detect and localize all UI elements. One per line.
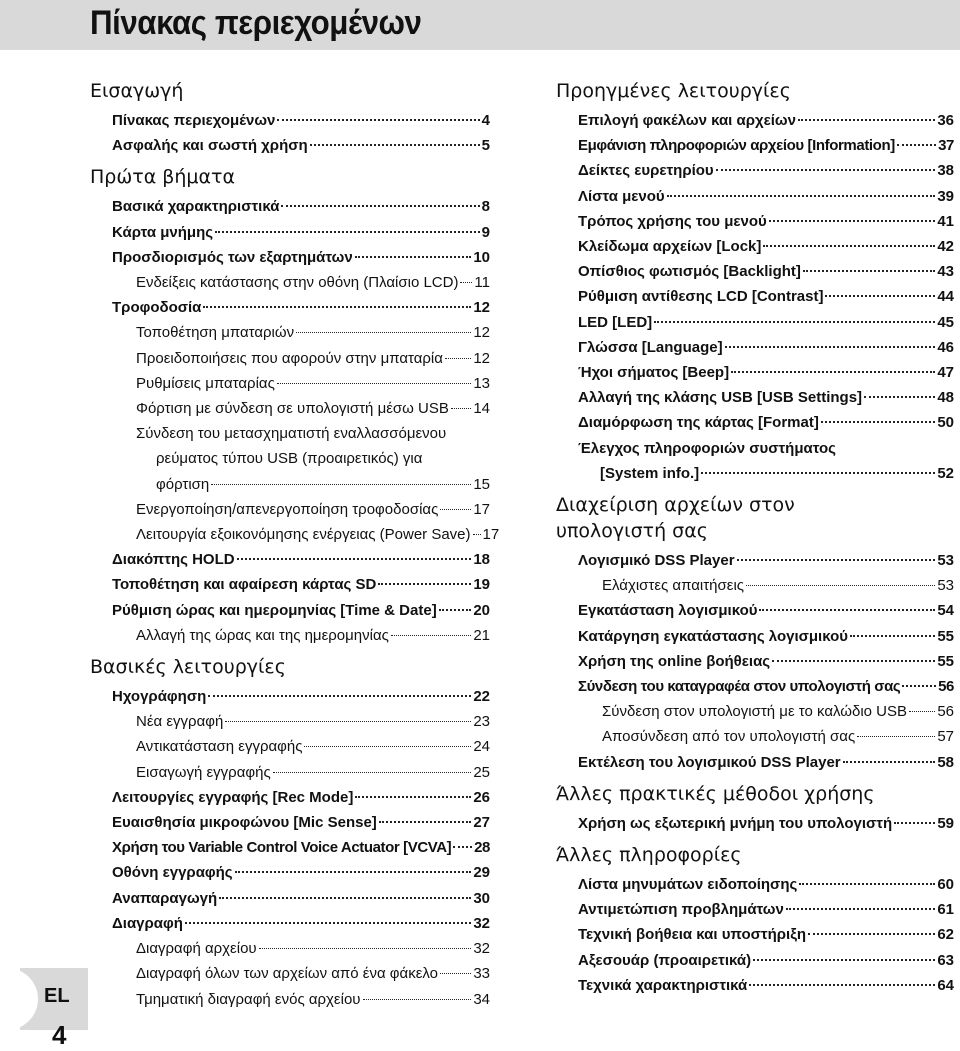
dot-leader [902, 685, 936, 687]
toc-entry[interactable] [556, 310, 954, 335]
toc-entry[interactable] [90, 133, 490, 158]
toc-entry-page: 12 [473, 324, 490, 342]
dot-leader [731, 371, 935, 373]
section-heading: Εισαγωγή [90, 80, 184, 102]
toc-entry[interactable] [556, 750, 954, 775]
dot-leader [749, 984, 935, 986]
toc-entry[interactable] [90, 911, 490, 936]
toc-entry-label: Κλείδωμα αρχείων [Lock] [578, 238, 762, 256]
toc-entry[interactable] [90, 194, 490, 219]
toc-entry-page: 64 [937, 976, 954, 994]
toc-subentry[interactable] [90, 936, 490, 961]
toc-entry-label: Δείκτες ευρετηρίου [578, 162, 714, 180]
toc-entry-page: 61 [937, 901, 954, 919]
toc-subentry[interactable] [90, 497, 490, 522]
dot-leader [208, 695, 471, 697]
toc-entry-page: 63 [937, 951, 954, 969]
dot-leader [310, 144, 480, 146]
toc-entry-label: Αλλαγή της κλάσης USB [USB Settings] [578, 389, 863, 407]
toc-entry-page: 11 [474, 274, 490, 292]
toc-entry[interactable] [556, 410, 954, 435]
toc-entry-page: 32 [473, 940, 490, 958]
toc-entry-page: 60 [937, 876, 954, 894]
toc-entry[interactable] [90, 598, 490, 623]
toc-entry-label: Χρήση ως εξωτερική μνήμη του υπολογιστή [578, 814, 893, 832]
toc-entry[interactable] [556, 548, 954, 573]
dot-leader [701, 472, 935, 474]
dot-leader [211, 484, 471, 485]
dot-leader [440, 973, 471, 974]
toc-entry-page: 18 [473, 551, 490, 569]
section-heading: Άλλες πρακτικές μέθοδοι χρήσης [556, 782, 875, 805]
toc-subentry[interactable] [90, 320, 490, 345]
toc-entry-label: Αποσύνδεση από τον υπολογιστή σας [602, 728, 856, 746]
toc-entry-page: 50 [937, 414, 954, 432]
toc-entry[interactable] [556, 674, 954, 699]
page-title: Πίνακας περιεχομένων [90, 4, 422, 42]
toc-entry-label: Τροφοδοσία [112, 299, 202, 317]
toc-subentry[interactable] [556, 724, 954, 749]
toc-entry-label: Χρήση του Variable Control Voice Actuator [VCVA] [112, 839, 452, 857]
dot-leader [725, 346, 936, 348]
toc-entry-page: 34 [473, 990, 490, 1008]
section-heading: Άλλες πληροφορίες [556, 844, 742, 867]
toc-entry-page: 4 [481, 112, 490, 129]
toc-entry-label: Κατάργηση εγκατάστασης λογισμικού [578, 627, 848, 645]
toc-entry-page: 10 [473, 248, 490, 266]
toc-entry-page: 56 [938, 678, 954, 696]
toc-entry-label: Αντικατάσταση εγγραφής [136, 738, 303, 756]
toc-entry-label: Διαγραφή [112, 914, 183, 932]
toc-entry-page: 38 [937, 162, 954, 180]
toc-entry-label: Λίστα μηνυμάτων ειδοποίησης [578, 876, 798, 894]
toc-entry-page: 42 [937, 238, 954, 256]
dot-leader [716, 169, 936, 171]
toc-entry-page: 46 [937, 338, 954, 356]
dot-leader [273, 772, 472, 773]
toc-entry-label: Προειδοποιήσεις που αφορούν στην μπαταρία [136, 349, 443, 367]
toc-entry-page: 17 [482, 526, 500, 544]
toc-entry[interactable] [90, 572, 490, 597]
dot-leader [440, 509, 471, 510]
section-heading: Πρώτα βήματα [90, 166, 236, 189]
toc-entry-label: Τεχνικά χαρακτηριστικά [578, 976, 748, 994]
toc-entry-label: Προσδιορισμός των εξαρτημάτων [112, 248, 353, 266]
toc-entry-label: Αντιμετώπιση προβλημάτων [578, 901, 784, 919]
dot-leader [391, 635, 471, 636]
toc-entry-page: 41 [937, 212, 954, 230]
section-heading: υπολογιστή σας [556, 520, 708, 543]
toc-entry-label: Βασικά χαρακτηριστικά [112, 198, 280, 216]
toc-entry[interactable] [556, 649, 954, 674]
toc-entry-label: Ενδείξεις κατάστασης στην οθόνη (Πλαίσιο LCD) [136, 274, 459, 292]
dot-leader [843, 761, 936, 763]
dot-leader [894, 822, 935, 824]
toc-entry-label: Τοποθέτηση μπαταριών [136, 324, 295, 342]
toc-entry-page: 57 [937, 728, 954, 746]
dot-leader [798, 119, 935, 121]
toc-entry[interactable] [90, 860, 490, 885]
toc-entry-page: 39 [937, 187, 954, 205]
toc-entry-page: 24 [473, 738, 490, 756]
language-tab-label: EL [44, 985, 70, 1007]
toc-entry-page: 23 [473, 713, 490, 731]
toc-entry-page: 33 [473, 965, 490, 983]
toc-subentry-line[interactable]: ρεύματος τύπου USB (προαιρετικός) για [156, 450, 423, 468]
toc-entry[interactable] [90, 295, 490, 320]
dot-leader [185, 922, 471, 924]
dot-leader [281, 205, 479, 207]
toc-entry-page: 29 [473, 864, 490, 882]
dot-leader [808, 933, 935, 935]
toc-entry[interactable] [90, 810, 490, 835]
toc-entry-label: Ρύθμιση ώρας και ημερομηνίας [Time & Date] [112, 601, 437, 619]
toc-column-left [90, 72, 500, 1012]
toc-entry-page: 62 [937, 926, 954, 944]
toc-entry-page: 19 [473, 576, 490, 594]
toc-entry[interactable] [556, 461, 954, 486]
dot-leader [654, 321, 935, 323]
toc-entry[interactable] [556, 922, 954, 947]
dot-leader [277, 383, 472, 384]
toc-entry[interactable] [556, 811, 954, 836]
toc-entry-page: 12 [473, 299, 490, 317]
toc-subentry[interactable] [90, 522, 500, 547]
dot-leader [363, 999, 472, 1000]
toc-entry-label: Τεχνική βοήθεια και υποστήριξη [578, 926, 807, 944]
toc-column-right [556, 72, 954, 998]
toc-entry-page: 58 [937, 753, 954, 771]
toc-subentry[interactable] [90, 623, 490, 648]
toc-entry[interactable] [556, 259, 954, 284]
toc-entry[interactable] [556, 948, 954, 973]
toc-entry[interactable] [556, 624, 954, 649]
toc-entry-label: Σύνδεση του καταγραφέα στον υπολογιστή σας [578, 678, 901, 696]
toc-entry-label: LED [LED] [578, 313, 653, 331]
page-number: 4 [52, 1020, 67, 1050]
toc-entry[interactable] [556, 284, 954, 309]
section-heading: Προηγμένες λειτουργίες [556, 80, 791, 102]
toc-entry-label: Ρύθμιση αντίθεσης LCD [Contrast] [578, 288, 824, 306]
dot-leader [259, 948, 472, 949]
toc-entry-page: 37 [938, 137, 954, 155]
toc-entry-label: Τοποθέτηση και αφαίρεση κάρτας SD [112, 576, 377, 594]
dot-leader [237, 558, 472, 560]
toc-entry[interactable] [556, 598, 954, 623]
toc-entry-page: 15 [473, 475, 490, 493]
toc-entry-label: Ευαισθησία μικροφώνου [Mic Sense] [112, 814, 377, 832]
toc-entry-label: Επιλογή φακέλων και αρχείων [578, 112, 796, 129]
toc-entry-label: Οπίσθιος φωτισμός [Backlight] [578, 263, 801, 281]
toc-entry-page: 12 [473, 349, 490, 367]
dot-leader [355, 256, 472, 258]
toc-entry[interactable] [556, 209, 954, 234]
dot-leader [667, 195, 936, 197]
toc-entry-page: 36 [937, 112, 954, 129]
dot-leader [378, 583, 471, 585]
toc-entry-line[interactable]: Έλεγχος πληροφοριών συστήματος [578, 439, 836, 457]
toc-entry[interactable] [90, 547, 490, 572]
dot-leader [897, 144, 936, 146]
toc-entry-label: Ασφαλής και σωστή χρήση [112, 137, 308, 155]
toc-subentry[interactable] [90, 760, 490, 785]
toc-subentry[interactable] [90, 371, 490, 396]
toc-entry-label: Λίστα μενού [578, 187, 665, 205]
toc-subentry[interactable] [90, 961, 490, 986]
dot-leader [909, 711, 935, 712]
toc-entry[interactable] [556, 184, 954, 209]
dot-leader [277, 119, 479, 121]
toc-entry[interactable] [556, 360, 954, 385]
toc-entry-page: 9 [481, 223, 490, 241]
toc-subentry[interactable] [90, 270, 490, 295]
toc-entry[interactable] [556, 108, 954, 133]
toc-entry-page: 53 [937, 552, 954, 570]
toc-entry-page: 5 [481, 137, 490, 155]
toc-entry-page: 32 [473, 914, 490, 932]
dot-leader [769, 220, 936, 222]
toc-entry-label: Σύνδεση στον υπολογιστή με το καλώδιο USB [602, 703, 908, 721]
toc-entry-label: Τμηματική διαγραφή ενός αρχείου [136, 990, 361, 1008]
toc-entry-page: 27 [473, 814, 490, 832]
toc-subentry[interactable] [90, 709, 490, 734]
toc-entry-label: Εκτέλεση του λογισμικού DSS Player [578, 753, 841, 771]
toc-entry-label: Λογισμικό DSS Player [578, 552, 735, 570]
toc-subentry[interactable] [90, 734, 490, 759]
toc-entry-label: Λειτουργίες εγγραφής [Rec Mode] [112, 788, 354, 806]
toc-entry-label: Πίνακας περιεχομένων [112, 112, 276, 129]
toc-entry-label: Ηχογράφηση [112, 688, 207, 706]
toc-entry-label: Νέα εγγραφή [136, 713, 224, 731]
toc-entry-label: Διαγραφή αρχείου [136, 940, 257, 958]
dot-leader [821, 421, 935, 423]
dot-leader [451, 408, 471, 409]
toc-entry-page: 45 [937, 313, 954, 331]
dot-leader [379, 821, 472, 823]
toc-entry-page: 55 [937, 652, 954, 670]
dot-leader [857, 736, 935, 737]
toc-subentry[interactable] [556, 699, 954, 724]
dot-leader [460, 282, 472, 283]
toc-entry-label: [System info.] [600, 464, 700, 482]
dot-leader [786, 908, 935, 910]
toc-entry-page: 22 [473, 688, 490, 706]
toc-entry[interactable] [556, 872, 954, 897]
toc-entry-page: 52 [937, 464, 954, 482]
dot-leader [864, 396, 935, 398]
toc-entry-page: 25 [473, 763, 490, 781]
toc-entry[interactable] [556, 158, 954, 183]
toc-entry-label: Διαγραφή όλων των αρχείων από ένα φάκελο [136, 965, 438, 983]
toc-entry-label: Ελάχιστες απαιτήσεις [602, 577, 745, 595]
dot-leader [737, 559, 936, 561]
toc-subentry[interactable] [556, 573, 954, 598]
toc-entry-page: 20 [473, 601, 490, 619]
toc-entry[interactable] [90, 108, 490, 133]
toc-subentry[interactable] [90, 472, 490, 497]
dot-leader [763, 245, 935, 247]
toc-subentry[interactable] [90, 987, 490, 1012]
toc-subentry[interactable] [90, 346, 490, 371]
dot-leader [215, 231, 480, 233]
toc-entry-page: 44 [937, 288, 954, 306]
toc-entry-label: Οθόνη εγγραφής [112, 864, 233, 882]
toc-entry-label: φόρτιση [156, 475, 210, 493]
toc-entry-page: 43 [937, 263, 954, 281]
toc-entry[interactable] [90, 684, 490, 709]
toc-entry-label: Χρήση της online βοήθειας [578, 652, 771, 670]
dot-leader [439, 609, 472, 611]
dot-leader [799, 883, 935, 885]
toc-entry-label: Εισαγωγή εγγραφής [136, 763, 271, 781]
toc-entry-label: Τρόπος χρήσης του μενού [578, 212, 767, 230]
toc-entry-label: Ρυθμίσεις μπαταρίας [136, 374, 275, 392]
dot-leader [746, 585, 935, 586]
toc-entry-label: Αλλαγή της ώρας και της ημερομηνίας [136, 626, 389, 644]
toc-entry-label: Εμφάνιση πληροφοριών αρχείου [Information] [578, 137, 895, 155]
toc-subentry-line[interactable]: Σύνδεση του μετασχηματιστή εναλλασσόμενου [136, 425, 447, 443]
dot-leader [759, 609, 935, 611]
toc-entry[interactable] [90, 886, 490, 911]
toc-entry-label: Αξεσουάρ (προαιρετικά) [578, 951, 752, 969]
toc-entry-page: 55 [937, 627, 954, 645]
dot-leader [850, 635, 935, 637]
toc-entry-page: 54 [937, 602, 954, 620]
toc-entry-page: 47 [937, 364, 954, 382]
section-heading: Διαχείριση αρχείων στον [556, 494, 795, 517]
dot-leader [296, 332, 471, 333]
dot-leader [235, 871, 472, 873]
dot-leader [753, 959, 935, 961]
toc-entry-label: Διαμόρφωση της κάρτας [Format] [578, 414, 819, 432]
toc-entry[interactable] [556, 973, 954, 998]
toc-entry-label: Εγκατάσταση λογισμικού [578, 602, 758, 620]
dot-leader [445, 358, 471, 359]
toc-entry[interactable] [90, 220, 490, 245]
toc-entry-label: Φόρτιση με σύνδεση σε υπολογιστή μέσω USB [136, 400, 449, 418]
toc-entry-page: 21 [473, 626, 490, 644]
toc-entry-label: Διακόπτης HOLD [112, 551, 235, 569]
dot-leader [304, 746, 471, 747]
toc-entry[interactable] [556, 897, 954, 922]
section-heading: Βασικές λειτουργίες [90, 656, 286, 679]
toc-entry[interactable] [90, 835, 490, 860]
dot-leader [772, 660, 935, 662]
toc-entry-page: 8 [481, 198, 490, 216]
toc-entry[interactable] [556, 234, 954, 259]
toc-subentry[interactable] [90, 396, 490, 421]
toc-entry-label: Ενεργοποίηση/απενεργοποίηση τροφοδοσίας [136, 500, 439, 518]
dot-leader [355, 796, 471, 798]
toc-entry-page: 30 [473, 889, 490, 907]
toc-entry-page: 59 [937, 814, 954, 832]
toc-entry-page: 26 [473, 788, 490, 806]
toc-entry-page: 53 [937, 577, 954, 595]
toc-entry-label: Λειτουργία εξοικονόμησης ενέργειας (Power Save) [136, 526, 471, 544]
toc-entry-label: Αναπαραγωγή [112, 889, 218, 907]
toc-entry-page: 48 [937, 389, 954, 407]
toc-entry-label: Ήχοι σήματος [Beep] [578, 364, 730, 382]
toc-entry[interactable] [556, 385, 954, 410]
dot-leader [219, 897, 471, 899]
toc-entry-label: Γλώσσα [Language] [578, 338, 723, 356]
toc-entry-label: Κάρτα μνήμης [112, 223, 214, 241]
toc-entry-page: 14 [473, 400, 490, 418]
toc-entry-page: 17 [473, 500, 490, 518]
toc-entry[interactable] [556, 133, 954, 158]
dot-leader [473, 534, 481, 535]
toc-entry-page: 28 [474, 839, 490, 857]
toc-entry[interactable] [90, 245, 490, 270]
dot-leader [825, 295, 935, 297]
toc-entry[interactable] [556, 335, 954, 360]
dot-leader [225, 721, 471, 722]
dot-leader [453, 846, 472, 848]
toc-entry-page: 56 [937, 703, 954, 721]
dot-leader [203, 306, 471, 308]
dot-leader [803, 270, 935, 272]
toc-entry-page: 13 [473, 374, 490, 392]
toc-entry[interactable] [90, 785, 490, 810]
